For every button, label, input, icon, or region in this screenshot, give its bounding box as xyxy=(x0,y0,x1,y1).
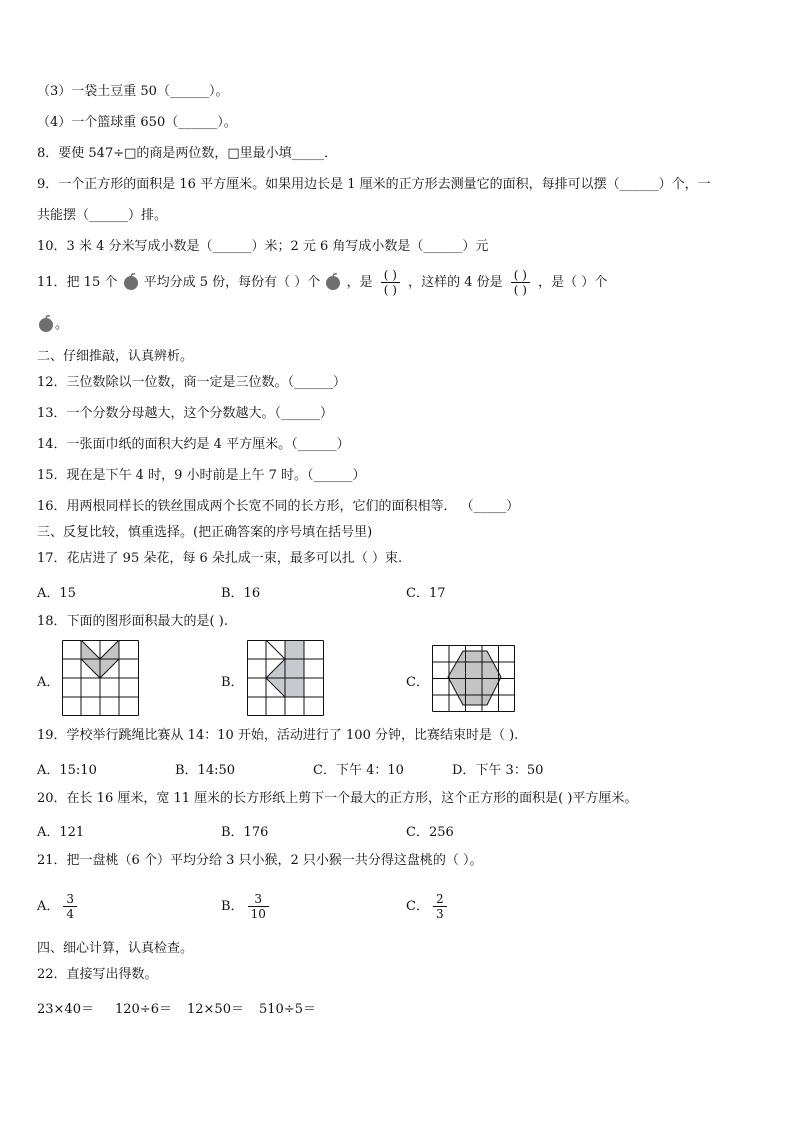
question-18: 18．下面的图形面积最大的是( ). xyxy=(37,614,228,629)
fraction-denominator: 10 xyxy=(248,906,269,921)
calc-3: 12×50＝ xyxy=(187,1002,244,1017)
q17-option-a: A．15 xyxy=(37,586,76,601)
q21-option-c xyxy=(406,888,451,926)
question-22: 22．直接写出得数。 xyxy=(37,967,158,982)
question-10: 10．3 米 4 分米写成小数是（______）米；2 元 6 角写成小数是（______）元 xyxy=(37,239,489,254)
section-2-heading: 二、仔细推敲，认真辨析。 xyxy=(37,349,194,364)
fraction-blank-2 xyxy=(511,268,530,297)
apple-icon xyxy=(324,273,342,290)
section-4-heading: 四、细心计算，认真检查。 xyxy=(37,941,194,956)
grid-figure-b xyxy=(247,640,324,716)
fraction-numerator-blank: ( ) xyxy=(513,268,527,282)
question-17: 17．花店进了 95 朵花，每 6 朵扎成一束，最多可以扎（ ）束. xyxy=(37,551,403,566)
q17-option-c: C．17 xyxy=(406,586,446,601)
question-11-end: 。 xyxy=(55,317,69,332)
question-11-part-1: 11．把 15 个 xyxy=(37,275,118,290)
fraction-numerator: 3 xyxy=(66,892,75,906)
fraction-denominator: 4 xyxy=(63,906,77,921)
fraction-denominator-blank: ( ) xyxy=(381,282,400,297)
question-20: 20．在长 16 厘米，宽 11 厘米的长方形纸上剪下一个最大的正方形，这个正方形的面积是( )平方厘米。 xyxy=(37,791,638,806)
fraction-denominator: 3 xyxy=(433,906,447,921)
question-11-part-2: 平均分成 5 份，每份有（ ）个 xyxy=(143,275,321,290)
fraction-numerator: 2 xyxy=(435,892,444,906)
fraction-numerator: 3 xyxy=(254,892,263,906)
question-9-line-1: 9．一个正方形的面积是 16 平方厘米。如果用边长是 1 厘米的正方形去测量它的面积，每排可以摆（______）个，一 xyxy=(37,177,711,192)
question-9-line-2: 共能摆（______）排。 xyxy=(37,208,168,223)
q19-option-b: B．14:50 xyxy=(175,763,236,778)
q20-option-a: A．121 xyxy=(37,825,85,840)
q18-option-b: B． xyxy=(221,675,244,690)
question-11 xyxy=(37,264,607,302)
section-3-heading: 三、反复比较，慎重选择。(把正确答案的序号填在括号里) xyxy=(37,525,373,540)
fraction-numerator-blank: ( ) xyxy=(383,268,397,282)
q21-option-b-label: B． xyxy=(221,899,244,914)
q17-option-b: B．16 xyxy=(221,586,261,601)
q18-option-a: A． xyxy=(37,675,60,690)
question-11-tail xyxy=(37,315,68,334)
q21-option-a-label: A． xyxy=(37,899,60,914)
fraction-3-4 xyxy=(63,892,77,921)
q21-option-a xyxy=(37,888,81,926)
fraction-denominator-blank: ( ) xyxy=(511,282,530,297)
fraction-blank-1 xyxy=(381,268,400,297)
calc-1: 23×40＝ xyxy=(37,1002,94,1017)
q19-option-d: D．下午 3：50 xyxy=(452,763,544,778)
question-8: 8．要使 547÷□的商是两位数，□里最小填_____． xyxy=(37,146,338,161)
grid-figure-c xyxy=(432,645,516,713)
question-19: 19．学校举行跳绳比赛从 14：10 开始，活动进行了 100 分钟，比赛结束时是（ ). xyxy=(37,728,519,743)
question-7-4: （4）一个篮球重 650（______）。 xyxy=(37,115,237,130)
calc-4: 510÷5＝ xyxy=(259,1002,316,1017)
apple-icon xyxy=(122,273,140,290)
calc-2: 120÷6＝ xyxy=(115,1002,172,1017)
question-11-part-5: ，是（ ）个 xyxy=(538,275,608,290)
q19-option-c: C．下午 4：10 xyxy=(313,763,404,778)
question-14: 14．一张面巾纸的面积大约是 4 平方厘米。（______） xyxy=(37,437,350,452)
q19-option-a: A．15:10 xyxy=(37,763,97,778)
question-12: 12．三位数除以一位数，商一定是三位数。（______） xyxy=(37,375,347,390)
question-15: 15．现在是下午 4 时，9 小时前是上午 7 时。（______） xyxy=(37,468,366,483)
q20-option-b: B．176 xyxy=(221,825,269,840)
grid-figure-a xyxy=(62,640,140,716)
question-11-part-3: ，是 xyxy=(346,275,373,290)
question-7-3: （3）一袋土豆重 50（______）。 xyxy=(37,84,229,99)
q21-option-b xyxy=(221,888,273,926)
fraction-3-10 xyxy=(248,892,269,921)
q18-option-c: C． xyxy=(406,675,429,690)
question-21: 21．把一盘桃（6 个）平均分给 3 只小猴，2 只小猴一共分得这盘桃的（ ）。 xyxy=(37,853,483,868)
apple-icon xyxy=(37,315,55,332)
q21-option-c-label: C． xyxy=(406,899,429,914)
question-11-part-4: ，这样的 4 份是 xyxy=(408,275,503,290)
fraction-2-3 xyxy=(433,892,447,921)
question-13: 13．一个分数分母越大，这个分数越大。（______） xyxy=(37,406,334,421)
q20-option-c: C．256 xyxy=(406,825,454,840)
question-16: 16．用两根同样长的铁丝围成两个长宽不同的长方形，它们的面积相等． （_____） xyxy=(37,499,520,514)
